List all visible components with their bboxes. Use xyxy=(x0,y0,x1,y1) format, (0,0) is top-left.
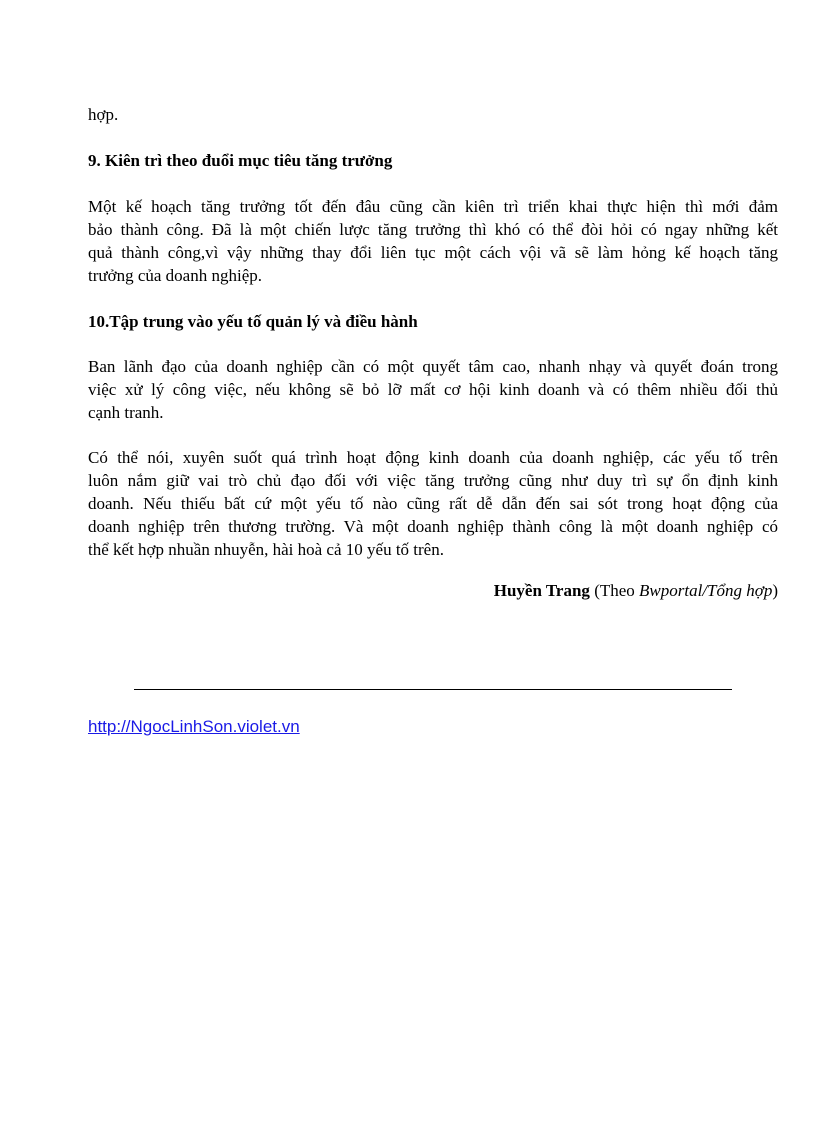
paragraph-line: việc xử lý công việc, nếu không sẽ bỏ lỡ mất cơ hội kinh doanh và có thêm nhiều đối thủ xyxy=(88,380,778,399)
paragraph-line: Ban lãnh đạo của doanh nghiệp cần có một quyết tâm cao, nhanh nhạy và quyết đoán trong xyxy=(88,357,778,376)
paragraph-line: cạnh tranh. xyxy=(88,403,164,422)
conclusion-paragraph xyxy=(88,446,778,561)
signature-line xyxy=(494,579,778,602)
paragraph-line: thể kết hợp nhuần nhuyễn, hài hoà cả 10 yếu tố trên. xyxy=(88,540,444,559)
paragraph-line: Có thể nói, xuyên suốt quá trình hoạt động kinh doanh của doanh nghiệp, các yếu tố trên xyxy=(88,448,778,467)
paragraph-line: quả thành công,vì vậy những thay đổi liên tục một cách vội vã sẽ làm hỏng kế hoạch tăng xyxy=(88,243,778,262)
paragraph-line: doanh nghiệp trên thương trường. Và một doanh nghiệp thành công là một doanh nghiệp có xyxy=(88,517,778,536)
section-9-paragraph xyxy=(88,195,778,287)
source-name: Bwportal/Tổng hợp xyxy=(639,581,773,600)
paragraph-line: trưởng của doanh nghiệp. xyxy=(88,266,262,285)
paragraph-line: luôn nắm giữ vai trò chủ đạo đối với việc tăng trưởng cũng như duy trì sự ổn định kinh xyxy=(88,471,778,490)
author-name: Huyền Trang xyxy=(493,581,590,600)
paragraph-line: doanh. Nếu thiếu bất cứ một yếu tố nào cũng rất dễ dẫn đến sai sót trong hoạt động của xyxy=(88,494,778,513)
section-9-heading: 9. Kiên trì theo đuổi mục tiêu tăng trưởng xyxy=(88,151,393,170)
website-link[interactable]: http://NgocLinhSon.violet.vn xyxy=(88,717,300,736)
paragraph-line: Một kế hoạch tăng trưởng tốt đến đâu cũng cần kiên trì triển khai thực hiện thì mới đảm xyxy=(88,197,778,216)
section-10-paragraph xyxy=(88,355,778,424)
horizontal-rule xyxy=(134,689,732,690)
paragraph-line: bảo thành công. Đã là một chiến lược tăng trưởng thì khó có thể đòi hỏi có ngay những kết xyxy=(88,220,778,239)
source-suffix: ) xyxy=(772,581,778,600)
section-10-heading: 10.Tập trung vào yếu tố quản lý và điều hành xyxy=(88,312,418,331)
source-prefix: (Theo xyxy=(589,581,640,600)
continuation-text: hợp. xyxy=(88,105,119,124)
